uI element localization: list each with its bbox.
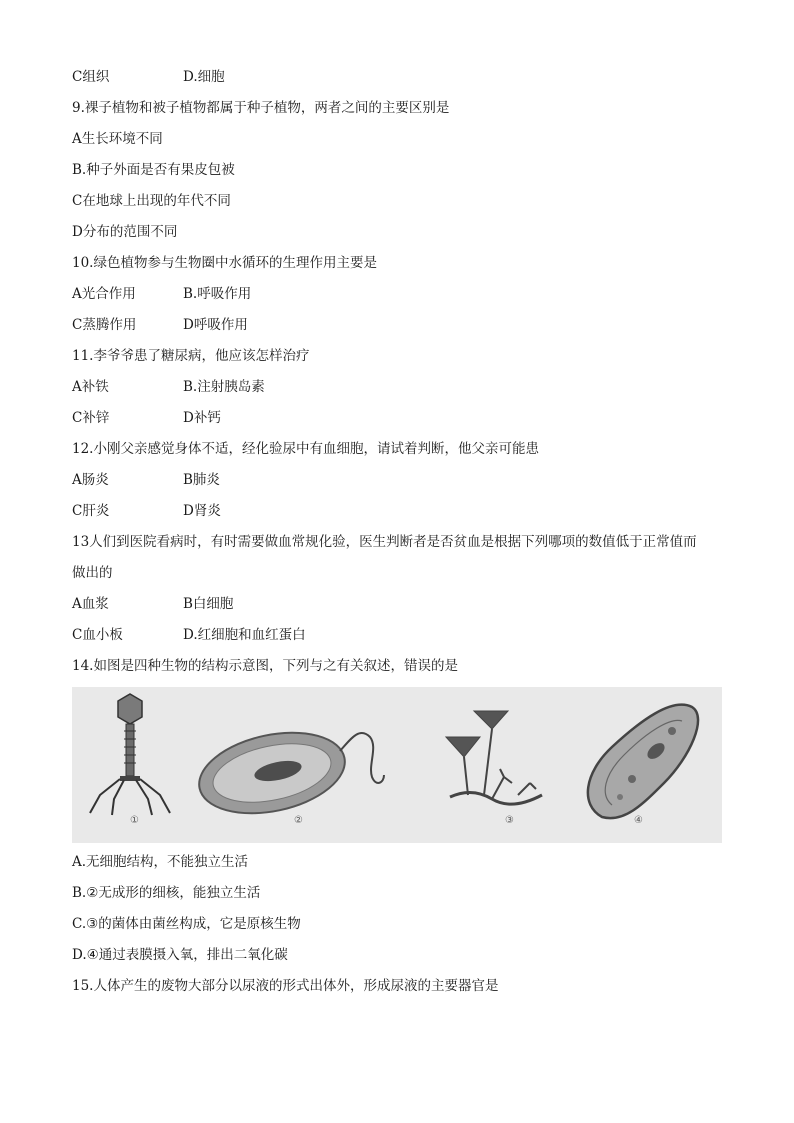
exam-page xyxy=(72,62,732,1002)
text-line: D.④通过表膜摄入氧，排出二氧化碳 xyxy=(72,947,288,963)
option-row xyxy=(72,589,732,620)
figure-label-4: ④ xyxy=(634,815,643,826)
text-line: D分布的范围不同 xyxy=(72,224,178,240)
option-left: C补锌 xyxy=(72,410,110,426)
option-left: C组织 xyxy=(72,69,110,85)
option-row xyxy=(72,62,732,93)
text-line: 12.小刚父亲感觉身体不适，经化验尿中有血细胞，请试着判断，他父亲可能患 xyxy=(72,441,539,457)
option-left: C血小板 xyxy=(72,627,123,643)
mold-image xyxy=(446,711,542,804)
option-left: A肠炎 xyxy=(72,472,109,488)
text-line: C.③的菌体由菌丝构成，它是原核生物 xyxy=(72,916,301,932)
question-14-options xyxy=(72,847,732,1002)
text-line: 13人们到医院看病时，有时需要做血常规化验，医生判断者是否贫血是根据下列哪项的数值低于正常值而 xyxy=(72,534,697,550)
option-right: B.呼吸作用 xyxy=(183,286,252,302)
option-row xyxy=(72,279,732,310)
organism-figure xyxy=(72,687,722,843)
text-line: A生长环境不同 xyxy=(72,131,163,147)
option-row xyxy=(72,372,732,403)
figure-label-1: ① xyxy=(130,815,139,826)
question-block xyxy=(72,62,732,682)
option-left: A补铁 xyxy=(72,379,109,395)
option-left: C肝炎 xyxy=(72,503,110,519)
option-right: B白细胞 xyxy=(183,596,234,612)
option-row xyxy=(72,403,732,434)
text-line: C在地球上出现的年代不同 xyxy=(72,193,231,209)
option-left: A血浆 xyxy=(72,596,109,612)
option-right: D.细胞 xyxy=(183,69,225,85)
text-line: 11.李爷爷患了糖尿病，他应该怎样治疗 xyxy=(72,348,310,364)
figure-label-3: ③ xyxy=(505,815,514,826)
option-row xyxy=(72,620,732,651)
option-right: D肾炎 xyxy=(183,503,221,519)
text-line: 14.如图是四种生物的结构示意图，下列与之有关叙述，错误的是 xyxy=(72,658,458,674)
text-line: 做出的 xyxy=(72,565,113,581)
option-right: D.红细胞和血红蛋白 xyxy=(183,627,306,643)
text-line: 10.绿色植物参与生物圈中水循环的生理作用主要是 xyxy=(72,255,377,271)
text-line: B.种子外面是否有果皮包被 xyxy=(72,162,235,178)
option-left: C蒸腾作用 xyxy=(72,317,137,333)
text-line: 15.人体产生的废物大部分以尿液的形式出体外，形成尿液的主要器官是 xyxy=(72,978,499,994)
text-line: B.②无成形的细核，能独立生活 xyxy=(72,885,261,901)
organism-illustration xyxy=(72,687,722,843)
option-row xyxy=(72,310,732,341)
text-line: 9.裸子植物和被子植物都属于种子植物，两者之间的主要区别是 xyxy=(72,100,450,116)
option-left: A光合作用 xyxy=(72,286,136,302)
option-row xyxy=(72,465,732,496)
option-right: D呼吸作用 xyxy=(183,317,248,333)
text-line: A.无细胞结构，不能独立生活 xyxy=(72,854,249,870)
option-right: B肺炎 xyxy=(183,472,220,488)
paramecium-image xyxy=(588,705,698,818)
option-row xyxy=(72,496,732,527)
figure-label-2: ② xyxy=(294,815,303,826)
option-right: B.注射胰岛素 xyxy=(183,379,265,395)
bacterium-image xyxy=(192,720,384,825)
bacteriophage-image xyxy=(90,694,170,815)
option-right: D补钙 xyxy=(183,410,221,426)
